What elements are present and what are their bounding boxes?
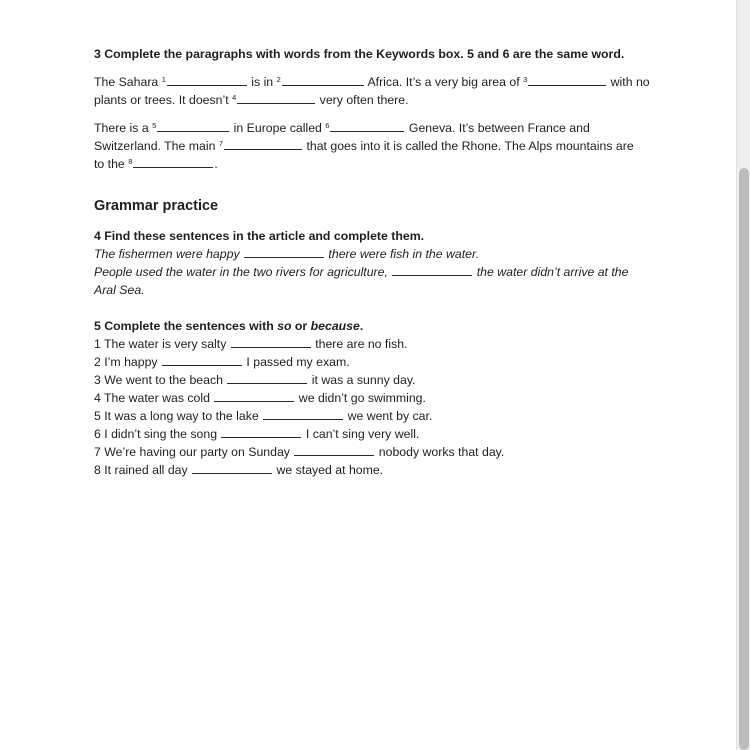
text: is in	[247, 75, 277, 89]
section3-paragraph2	[94, 119, 664, 173]
text: we went by car.	[344, 409, 433, 423]
text: plants or trees. It doesn’t	[94, 93, 233, 107]
answer-blank-s5-6[interactable]	[221, 425, 301, 438]
answer-blank-1[interactable]	[167, 73, 247, 86]
text: 5 Complete the sentences with	[94, 319, 278, 333]
text: there were fish in the water.	[325, 247, 480, 261]
text: There is a	[94, 121, 153, 135]
text: I passed my exam.	[243, 355, 350, 369]
list-item	[94, 353, 664, 371]
list-item	[94, 425, 664, 443]
list-item	[94, 371, 664, 389]
text: .	[214, 157, 218, 171]
text: 4 The water was cold	[94, 391, 214, 405]
text: to the	[94, 157, 129, 171]
answer-blank-3[interactable]	[528, 73, 606, 86]
list-item	[94, 407, 664, 425]
answer-blank-s5-3[interactable]	[227, 371, 307, 384]
text: 5 It was a long way to the lake	[94, 409, 263, 423]
blank-number: 8	[128, 157, 133, 167]
text: we didn’t go swimming.	[295, 391, 426, 405]
grammar-practice-title: Grammar practice	[94, 198, 219, 214]
section4-heading: 4 Find these sentences in the article and complete them.	[94, 229, 425, 243]
text: Aral Sea.	[94, 283, 145, 297]
answer-blank-6[interactable]	[330, 119, 404, 132]
blank-number: 6	[325, 121, 330, 131]
answer-blank-4[interactable]	[237, 91, 315, 104]
answer-blank-2[interactable]	[282, 73, 364, 86]
blank-number: 7	[218, 139, 224, 149]
text: The fishermen were happy	[94, 247, 244, 261]
text: I can’t sing very well.	[302, 427, 420, 441]
answer-blank-s4-2[interactable]	[392, 263, 472, 276]
vertical-scrollbar[interactable]	[736, 0, 750, 750]
section4-sentences	[94, 245, 664, 299]
answer-blank-5[interactable]	[157, 119, 229, 132]
list-item	[94, 443, 664, 461]
answer-blank-s5-4[interactable]	[214, 389, 294, 402]
section5-list	[94, 335, 664, 479]
keyword-so: so	[277, 319, 292, 333]
text: 1 The water is very salty	[94, 337, 230, 351]
text: or	[291, 319, 311, 333]
text: People used the water in the two rivers for agriculture,	[94, 265, 392, 279]
blank-number: 1	[161, 75, 166, 85]
text: it was a sunny day.	[308, 373, 416, 387]
section5-heading	[94, 317, 664, 335]
text: Geneva. It’s between France and	[405, 121, 590, 135]
section3-paragraph1	[94, 73, 664, 109]
worksheet-content	[94, 45, 664, 479]
list-item	[94, 335, 664, 353]
section3-heading: 3 Complete the paragraphs with words from the Keywords box. 5 and 6 are the same word.	[94, 47, 625, 61]
text: in Europe called	[230, 121, 326, 135]
answer-blank-s5-7[interactable]	[294, 443, 374, 456]
answer-blank-s5-8[interactable]	[192, 461, 272, 474]
list-item	[94, 389, 664, 407]
text: the water didn’t arrive at the	[473, 265, 629, 279]
scrollbar-thumb[interactable]	[739, 168, 749, 750]
text: 7 We’re having our party on Sunday	[94, 445, 294, 459]
keyword-because: because	[310, 319, 360, 333]
answer-blank-s4-1[interactable]	[244, 245, 324, 258]
text: .	[359, 319, 364, 333]
text: we stayed at home.	[273, 463, 384, 477]
answer-blank-s5-2[interactable]	[162, 353, 242, 366]
text: 2 I’m happy	[94, 355, 161, 369]
blank-number: 2	[276, 75, 281, 85]
text: 3 We went to the beach	[94, 373, 227, 387]
answer-blank-7[interactable]	[224, 137, 302, 150]
blank-number: 3	[523, 75, 528, 85]
answer-blank-s5-5[interactable]	[263, 407, 343, 420]
text: 8 It rained all day	[94, 463, 192, 477]
blank-number: 4	[232, 93, 237, 103]
text: Switzerland. The main	[94, 139, 219, 153]
answer-blank-8[interactable]	[133, 155, 213, 168]
text: with no	[607, 75, 650, 89]
text: Africa. It’s a very big area of	[364, 75, 524, 89]
list-item	[94, 461, 664, 479]
text: that goes into it is called the Rhone. The Alps mountains are	[303, 139, 634, 153]
text: nobody works that day.	[375, 445, 505, 459]
text: The Sahara	[94, 75, 162, 89]
answer-blank-s5-1[interactable]	[231, 335, 311, 348]
text: very often there.	[316, 93, 409, 107]
text: 6 I didn’t sing the song	[94, 427, 221, 441]
text: there are no fish.	[311, 337, 408, 351]
blank-number: 5	[152, 121, 157, 131]
